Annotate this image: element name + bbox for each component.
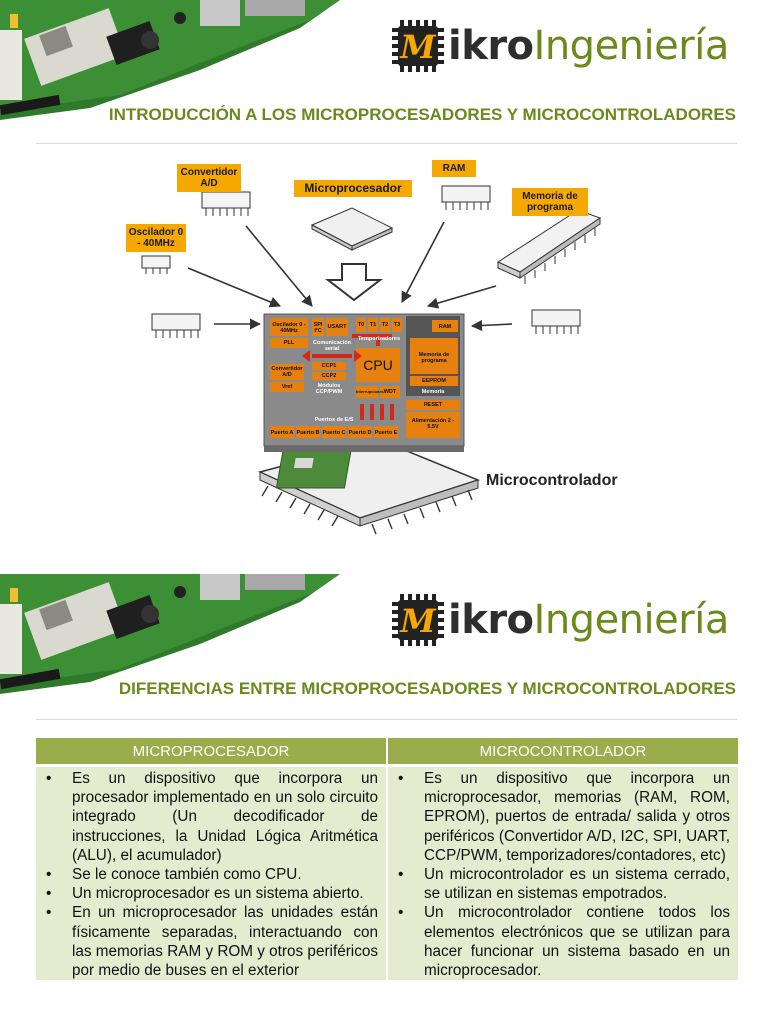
logo-ingenieria: Ingeniería — [533, 23, 729, 69]
slide-gap — [0, 548, 768, 574]
comparison-table — [36, 738, 738, 980]
label-oscilador: Oscilador 0 - 40MHz — [126, 224, 186, 252]
microprocesador-list — [42, 769, 378, 980]
block-t2: T2 — [381, 322, 389, 328]
logo-wordmark — [448, 23, 729, 69]
mikro-ingenieria-logo — [392, 588, 729, 652]
list-item: • Es un dispositivo que incorpora un procesador implementado en un solo circuito integrado (Un decodificador de instrucciones, la Unidad Lógica Aritmética (ALU), el acumulador) — [42, 769, 378, 865]
title-divider — [36, 143, 737, 144]
block-t0: T0 — [357, 322, 365, 328]
logo-letter: M — [400, 28, 436, 66]
mikro-ingenieria-logo — [392, 14, 729, 78]
circuit-board-image — [0, 574, 340, 694]
list-item: • En un microprocesador las unidades están físicamente separadas, interactuando con las memorias RAM y ROM y otros periféricos por medio de buses en el exterior — [42, 903, 378, 980]
microcontroller-diagram — [0, 150, 768, 548]
block-temporizadores: Temporizadores — [357, 336, 401, 342]
slide-diferencias — [0, 574, 768, 1024]
block-ram: RAM — [438, 324, 452, 330]
title-divider — [36, 719, 737, 720]
list-item: • Un microcontrolador contiene todos los elementos electrónicos que se utilizan para hacer funcionar un sistema basado en un microprocesador. — [394, 903, 730, 980]
chip-logo-icon — [392, 20, 444, 72]
list-item: • Se le conoce también como CPU. — [42, 865, 378, 884]
block-ccp2: CCP2 — [321, 373, 337, 379]
block-convertidor: Convertidor A/D — [271, 366, 303, 378]
header-microcontrolador: MICROCONTROLADOR — [387, 738, 738, 766]
block-puerto-e: Puerto E — [374, 430, 398, 436]
block-pll: PLL — [283, 340, 295, 346]
block-interrupciones: Interrupciones — [356, 389, 384, 394]
label-memoria-programa: Memoria de programa — [512, 188, 588, 216]
block-reset: RESET — [423, 402, 443, 408]
block-comunicacion: Comunicación serial — [313, 340, 351, 352]
microcontrolador-list — [394, 769, 730, 980]
block-usart: USART — [327, 324, 347, 330]
table-header-row — [36, 738, 738, 766]
list-item: • Un microcontrolador es un sistema cerrado, se utilizan en sistemas empotrados. — [394, 865, 730, 903]
block-puerto-c: Puerto C — [322, 430, 346, 436]
label-microprocesador: Microprocesador — [294, 180, 412, 197]
slide-title: INTRODUCCIÓN A LOS MICROPROCESADORES Y MICROCONTROLADORES — [108, 105, 736, 124]
microprocesador-cell — [36, 766, 387, 981]
logo-wordmark — [448, 597, 729, 643]
logo-letter: M — [400, 602, 436, 640]
chip-logo-icon — [392, 594, 444, 646]
block-puerto-b: Puerto B — [296, 430, 320, 436]
block-memoria-title: Memoria — [421, 389, 445, 395]
logo-ingenieria: Ingeniería — [533, 597, 729, 643]
list-item: • Un microprocesador es un sistema abierto. — [42, 884, 378, 903]
block-modulos: Módulos CCP/PWM — [315, 383, 343, 395]
block-t1: T1 — [369, 322, 377, 328]
block-wdt: WDT — [383, 389, 397, 395]
label-convertidor-ad: Convertidor A/D — [177, 164, 241, 192]
table-row — [36, 766, 738, 981]
slide-title: DIFERENCIAS ENTRE MICROPROCESADORES Y MICROCONTROLADORES — [118, 679, 736, 698]
block-spi: SPI I²C — [313, 322, 323, 334]
logo-ikro: ikro — [448, 597, 534, 643]
block-t3: T3 — [393, 322, 401, 328]
block-eeprom: EEPROM — [422, 378, 446, 384]
header-microprocesador: MICROPROCESADOR — [36, 738, 387, 766]
block-puertos: Puertos de E/S — [314, 417, 354, 423]
block-puerto-a: Puerto A — [270, 430, 294, 436]
label-microcontrolador: Microcontrolador — [486, 472, 618, 489]
block-cpu: CPU — [363, 357, 393, 373]
microcontrolador-cell — [387, 766, 738, 981]
block-alimentacion: Alimentación 2 - 5.5V — [411, 418, 455, 430]
block-oscilador: Oscilador 0 - 40MHz — [272, 322, 306, 334]
block-memoria-programa: Memoria de programa — [418, 352, 450, 364]
circuit-board-image — [0, 0, 340, 120]
block-ccp1: CCP1 — [321, 363, 337, 369]
logo-ikro: ikro — [448, 23, 534, 69]
block-puerto-d: Puerto D — [348, 430, 372, 436]
label-ram: RAM — [432, 160, 476, 177]
block-vref: Vref — [281, 384, 293, 390]
list-item: • Es un dispositivo que incorpora un microprocesador, memorias (RAM, ROM, EPROM), puertos de entrada/ salida y otros periféricos (Convertidor A/D, I2C, SPI, UART, CCP/PWM, temporizadores/contadores, etc) — [394, 769, 730, 865]
